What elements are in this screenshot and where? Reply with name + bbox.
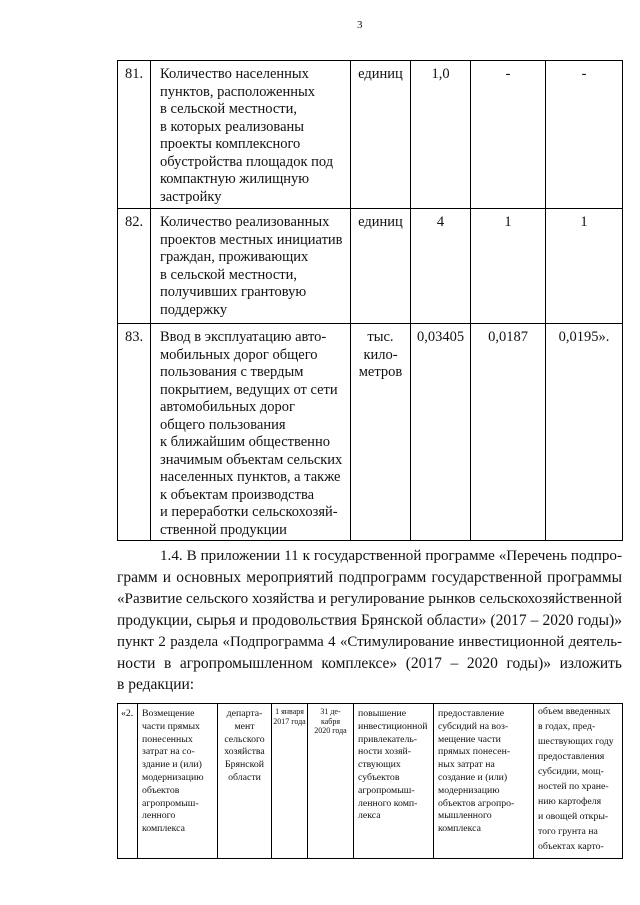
end-date-line: 31 де- xyxy=(320,707,341,716)
indicators-table xyxy=(117,60,623,541)
indicator-value-2: 1 xyxy=(471,209,546,324)
end-date-line: кабря xyxy=(320,716,341,726)
indicator-value-3: - xyxy=(546,61,623,209)
goal-line: лекса xyxy=(358,810,381,822)
subprogram-start-date xyxy=(272,704,308,859)
indicator-number: 81. xyxy=(118,61,151,209)
indicator-name-line: мобильных дорог общего xyxy=(160,346,318,363)
start-date-line: 2017 года xyxy=(273,716,306,726)
indicator-line: того грунта на xyxy=(538,826,598,837)
executor-line: департа- xyxy=(226,708,263,719)
indicator-name-line: Количество реализованных xyxy=(160,214,330,230)
indicator-name-line: населенных пунктов, а также xyxy=(160,469,341,485)
subprogram-executor xyxy=(218,704,272,859)
indicator-name-line: и переработки сельскохозяй- xyxy=(160,504,338,520)
measure-line: объектов xyxy=(142,784,180,796)
indicator-line: субсидии, мощ- xyxy=(538,766,604,777)
indicator-line: в годах, пред- xyxy=(538,721,596,732)
task-line: субсидий на воз- xyxy=(438,720,509,732)
indicator-name-line: получивших грантовую xyxy=(160,284,307,300)
indicator-name-line: поддержку xyxy=(160,301,228,318)
measure-line: понесенных xyxy=(142,733,193,745)
measure-line: ленного xyxy=(142,810,176,822)
indicator-name-line: общего пользования xyxy=(160,416,286,433)
indicator-name-line: застройку xyxy=(160,188,222,205)
measure-line: затрат на со- xyxy=(142,746,195,758)
subprogram-task xyxy=(434,704,534,859)
indicator-name-line: ственной продукции xyxy=(160,521,287,538)
indicator-unit-line: тыс. xyxy=(367,329,394,345)
goal-line: инвестиционной xyxy=(358,720,428,732)
indicator-unit-line: метров xyxy=(358,364,403,380)
task-line: предоставление xyxy=(438,708,505,719)
indicator-name xyxy=(151,61,351,209)
indicator-line: объектах карто- xyxy=(538,841,604,852)
indicator-name-line: в сельской местности, xyxy=(160,266,298,283)
task-line: комплекса xyxy=(438,823,481,835)
paragraph-line: грамм и основных мероприятий подпрограмм государственной программы xyxy=(117,569,622,587)
indicator-value-1: 4 xyxy=(411,209,471,324)
paragraph-line: 1.4. В приложении 11 к государственной программе «Перечень подпро- xyxy=(160,548,622,564)
indicator-line: шествующих году xyxy=(538,736,614,747)
page-number: 3 xyxy=(357,19,363,31)
indicator-name-line: к ближайшим общественно xyxy=(160,434,330,450)
indicator-name-line: в сельской местности, xyxy=(160,101,298,117)
indicator-value-1: 0,03405 xyxy=(411,324,471,541)
goal-line: привлекатель- xyxy=(358,733,418,745)
indicator-unit xyxy=(351,209,411,324)
indicator-line: нию картофеля xyxy=(538,796,602,807)
indicator-unit xyxy=(351,324,411,541)
indicator-name-line: пунктов, расположенных xyxy=(160,83,315,100)
indicator-line: объем введенных xyxy=(538,706,611,717)
paragraph-line: пункт 2 раздела «Подпрограмма 4 «Стимулирование инвестиционной деятель- xyxy=(117,633,622,650)
task-line: создание и (или) xyxy=(438,771,508,783)
indicator-name-line: компактную жилищную xyxy=(160,171,310,187)
subprogram-measure xyxy=(138,704,218,859)
indicator-name-line: проекты комплексного xyxy=(160,136,301,152)
paragraph-line: в редакции: xyxy=(117,676,195,694)
task-line: объектов агропро- xyxy=(438,797,515,809)
executor-line: хозяйства xyxy=(224,746,265,758)
indicator-name xyxy=(151,209,351,324)
indicator-value-2: - xyxy=(471,61,546,209)
indicator-row xyxy=(118,209,623,324)
indicator-name-line: Ввод в эксплуатацию авто- xyxy=(160,329,327,345)
task-line: ных затрат на xyxy=(438,759,495,771)
indicator-name-line: значимым объектам сельских xyxy=(160,451,343,468)
measure-line: части прямых xyxy=(142,720,200,732)
indicator-row xyxy=(118,61,623,209)
indicator-unit-line: единиц xyxy=(358,214,403,230)
executor-line: сельского xyxy=(224,733,265,745)
subprogram-table xyxy=(117,703,623,859)
indicator-name-line: автомобильных дорог xyxy=(160,399,295,415)
measure-line: здание и (или) xyxy=(142,759,202,771)
goal-line: агропромыш- xyxy=(358,784,415,796)
task-line: мышленного xyxy=(438,810,492,822)
subprogram-end-date xyxy=(308,704,354,859)
subprogram-goal xyxy=(354,704,434,859)
subprogram-indicator xyxy=(534,704,623,859)
indicator-name xyxy=(151,324,351,541)
task-line: прямых понесен- xyxy=(438,746,511,758)
indicator-value-3: 0,0195». xyxy=(546,324,623,541)
goal-line: повышение xyxy=(358,708,407,719)
indicator-unit-line: кило- xyxy=(363,346,398,363)
indicator-name-line: к объектам производства xyxy=(160,486,315,503)
measure-line: агропромыш- xyxy=(142,797,199,809)
indicator-name-line: граждан, проживающих xyxy=(160,249,309,265)
indicator-name-line: покрытием, ведущих от сети xyxy=(160,381,338,398)
indicator-name-line: в которых реализованы xyxy=(160,118,305,135)
subprogram-item-number: «2. xyxy=(118,704,138,859)
indicator-line: и овощей откры- xyxy=(538,811,609,822)
goal-line: ности хозяй- xyxy=(358,746,412,758)
indicator-line: ностей по хране- xyxy=(538,781,609,792)
goal-line: ленного комп- xyxy=(358,797,418,809)
indicator-value-1: 1,0 xyxy=(411,61,471,209)
measure-line: Возмещение xyxy=(142,708,195,719)
indicator-name-line: проектов местных инициатив xyxy=(160,231,343,248)
indicator-name-line: Количество населенных xyxy=(160,66,309,82)
paragraph-line: «Развитие сельского хозяйства и регулирование рынков сельскохозяйственной xyxy=(117,590,622,607)
amendment-paragraph xyxy=(117,546,622,696)
executor-line: мент xyxy=(234,720,255,732)
measure-line: комплекса xyxy=(142,823,185,835)
paragraph-line: ности в агропромышленном комплексе» (2017 – 2020 годы)» изложить xyxy=(117,655,622,673)
start-date-line: 1 января xyxy=(275,707,304,716)
indicator-unit-line: единиц xyxy=(358,66,403,82)
indicator-value-3: 1 xyxy=(546,209,623,324)
paragraph-line: продукции, сырья и продовольствия Брянской области» (2017 – 2020 годы)» xyxy=(117,612,622,630)
executor-line: Брянской xyxy=(224,759,265,771)
indicator-name-line: пользования с твердым xyxy=(160,364,304,380)
subprogram-row xyxy=(118,704,623,859)
end-date-line: 2020 года xyxy=(314,726,347,735)
task-line: мещение части xyxy=(438,733,501,745)
executor-line: области xyxy=(228,771,261,783)
measure-line: модернизацию xyxy=(142,771,204,783)
goal-line: субъектов xyxy=(358,771,400,783)
indicator-name-line: обустройства площадок под xyxy=(160,153,334,170)
indicator-number: 82. xyxy=(118,209,151,324)
task-line: модернизацию xyxy=(438,784,500,796)
goal-line: ствующих xyxy=(358,759,401,771)
indicator-unit xyxy=(351,61,411,209)
indicator-number: 83. xyxy=(118,324,151,541)
indicator-value-2: 0,0187 xyxy=(471,324,546,541)
indicator-line: предоставления xyxy=(538,751,605,762)
indicator-row xyxy=(118,324,623,541)
